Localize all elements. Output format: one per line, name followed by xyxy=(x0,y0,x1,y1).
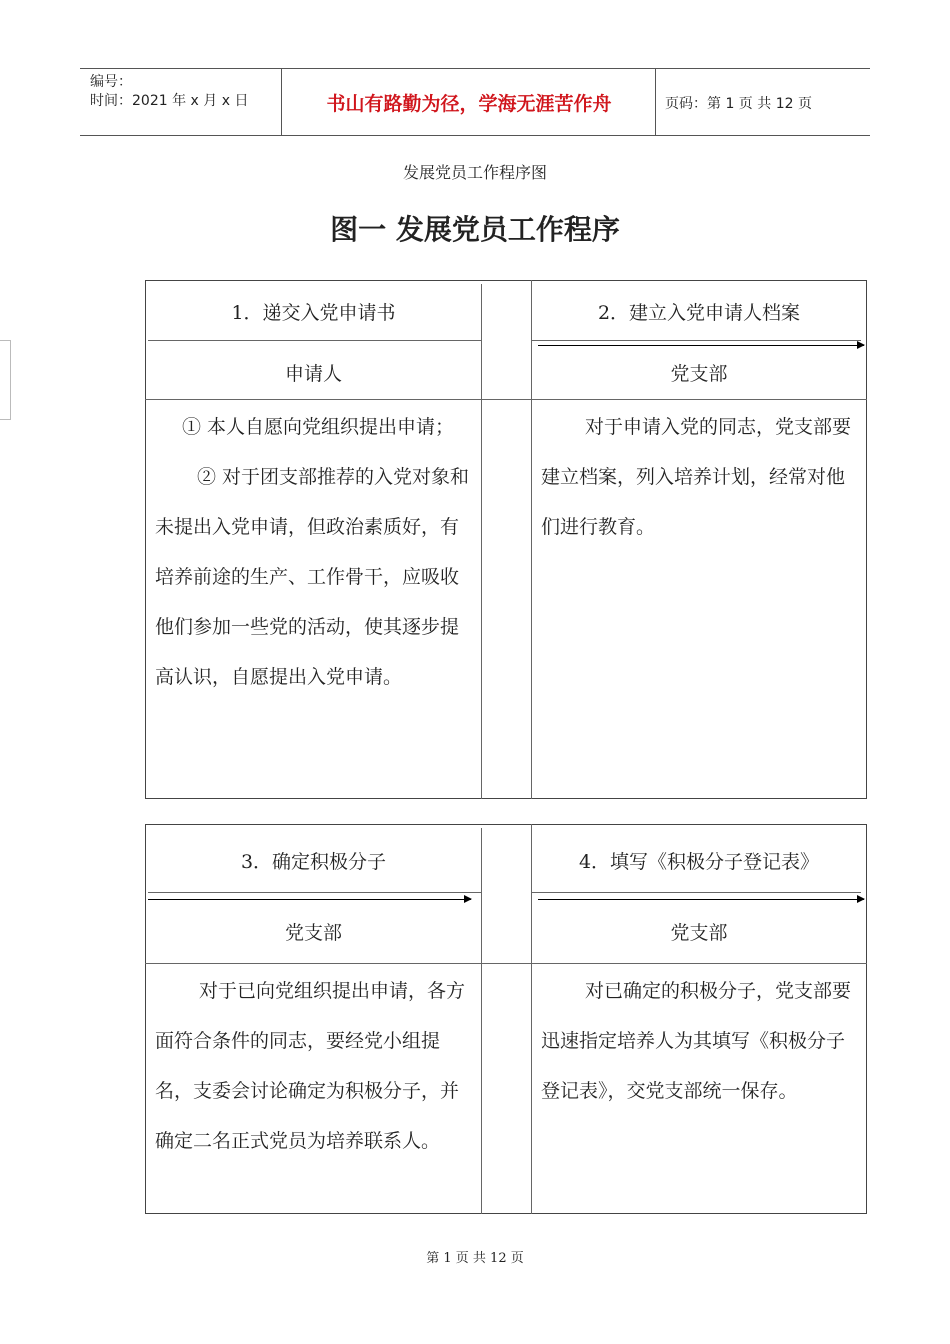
block-2-left-rule xyxy=(148,892,482,893)
step-3-actor: 党支部 xyxy=(284,922,342,944)
page-footer: 第 1 页 共 12 页 xyxy=(426,1251,524,1266)
block-2-actor-rule xyxy=(145,963,867,964)
header-divider-2 xyxy=(655,68,656,136)
header-divider-1 xyxy=(281,68,282,136)
block-1-col-divider-a xyxy=(481,284,482,799)
step-2-paragraph-1: 对于申请入党的同志，党支部要建立档案，列入培养计划，经常对他们进行教育。 xyxy=(541,416,852,538)
header-motto: 书山有路勤为径，学海无涯苦作舟 xyxy=(326,93,612,115)
header-bottom-rule xyxy=(80,135,870,136)
step-3-paragraph-1: 对于已向党组织提出申请，各方面符合条件的同志，要经党小组提名，支委会讨论确定为积极分子，并确定二名正式党员为培养联系人。 xyxy=(155,980,466,1152)
block-1-right-rule xyxy=(531,340,861,341)
block-1-col-divider-b xyxy=(531,280,532,799)
step-1-description xyxy=(155,402,473,702)
step-4-paragraph-1: 对已确定的积极分子，党支部要迅速指定培养人为其填写《积极分子登记表》，交党支部统一保存。 xyxy=(541,980,852,1102)
block-1-left-rule xyxy=(148,340,482,341)
step-1-paragraph-1: ① 本人自愿向党组织提出申请； xyxy=(182,416,455,438)
step-2-description xyxy=(541,402,857,552)
step-2-actor: 党支部 xyxy=(670,363,728,385)
block-2-right-rule xyxy=(531,892,861,893)
side-margin-mark xyxy=(0,340,11,420)
step-4-description xyxy=(541,966,857,1116)
header-number: 编号： xyxy=(90,74,132,90)
step-1-title: 1．递交入党申请书 xyxy=(231,302,396,324)
block-2-col-divider-a xyxy=(481,828,482,1214)
header-page-info: 页码：第 1 页 共 12 页 xyxy=(665,96,812,112)
step-3-title: 3．确定积极分子 xyxy=(240,851,387,873)
step-1-actor: 申请人 xyxy=(284,363,342,385)
block-2-col-divider-b xyxy=(531,824,532,1214)
step-4-actor: 党支部 xyxy=(670,922,728,944)
block-1-arrow xyxy=(538,345,864,346)
block-1-actor-rule xyxy=(145,399,867,400)
header-date: 时间：2021 年 x 月 x 日 xyxy=(90,93,249,109)
step-4-title: 4．填写《积极分子登记表》 xyxy=(578,851,820,873)
page-title: 图一 发展党员工作程序 xyxy=(330,213,620,246)
block-2-right-arrow xyxy=(538,899,864,900)
header-top-rule xyxy=(80,68,870,69)
step-1-paragraph-2: ② 对于团支部推荐的入党对象和未提出入党申请，但政治素质好，有培养前途的生产、工作骨干，应吸收他们参加一些党的活动，使其逐步提高认识，自愿提出入党申请。 xyxy=(155,466,470,688)
step-3-description xyxy=(155,966,473,1166)
step-2-title: 2．建立入党申请人档案 xyxy=(597,302,801,324)
block-2-left-arrow xyxy=(148,899,471,900)
page-subtitle: 发展党员工作程序图 xyxy=(402,163,547,182)
